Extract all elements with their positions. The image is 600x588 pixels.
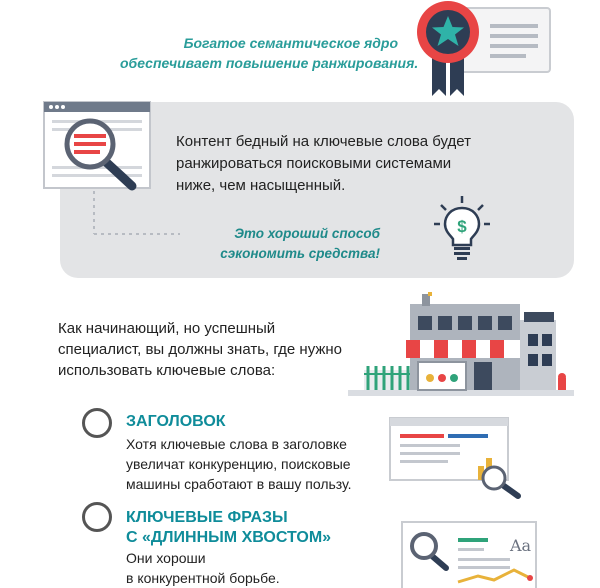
font-sample-text: Aa	[510, 536, 532, 555]
tip-text	[180, 224, 380, 264]
intro-text-line: использовать ключевые слова:	[58, 362, 276, 379]
item-bullet-circle	[82, 408, 112, 438]
item-description-line: машины сработают в вашу пользу.	[126, 476, 352, 492]
panel-text-line: ниже, чем насыщенный.	[176, 177, 346, 194]
intro-text-line: Как начинающий, но успешный	[58, 320, 276, 337]
item-description-line: увеличат конкуренцию, поисковые	[126, 456, 351, 472]
item-description-line: в конкурентной борьбе.	[126, 570, 280, 586]
item-description-line: Хотя ключевые слова в заголовке	[126, 436, 347, 452]
item-description-line: Они хороши	[126, 550, 206, 566]
top-caption-line: Богатое семантическое ядро	[183, 35, 398, 51]
item-title-line: ЗАГОЛОВОК	[126, 413, 226, 430]
panel-text-line: ранжироваться поисковыми системами	[176, 155, 452, 172]
item-title-line: КЛЮЧЕВЫЕ ФРАЗЫ	[126, 509, 288, 526]
item-title-line: С «ДЛИННЫМ ХВОСТОМ»	[126, 529, 332, 546]
award-ribbon-icon	[410, 0, 560, 100]
top-caption-line: обеспечивает повышение ранжирования.	[120, 55, 419, 71]
intro-text	[58, 318, 348, 381]
panel-text-line: Контент бедный на ключевые слова будет	[176, 133, 471, 150]
top-caption	[120, 33, 419, 73]
tip-text-line: сэкономить средства!	[220, 246, 380, 261]
title-analytics-icon	[388, 416, 524, 500]
dashed-connector	[94, 226, 184, 246]
item-description	[126, 434, 352, 494]
search-document-icon	[42, 96, 152, 236]
item-bullet-circle	[82, 502, 112, 532]
panel-text	[176, 131, 506, 197]
longtail-keyword-illustration	[398, 518, 548, 588]
intro-text-line: специалист, вы должны знать, где нужно	[58, 341, 343, 358]
item-title-heading	[126, 412, 226, 432]
lightbulb-dollar-icon	[432, 194, 492, 266]
storefront-icon	[348, 290, 574, 402]
svg-text:$: $	[457, 217, 467, 236]
item-description	[126, 548, 280, 588]
tip-text-line: Это хороший способ	[234, 226, 380, 241]
item-title-heading	[126, 508, 331, 548]
